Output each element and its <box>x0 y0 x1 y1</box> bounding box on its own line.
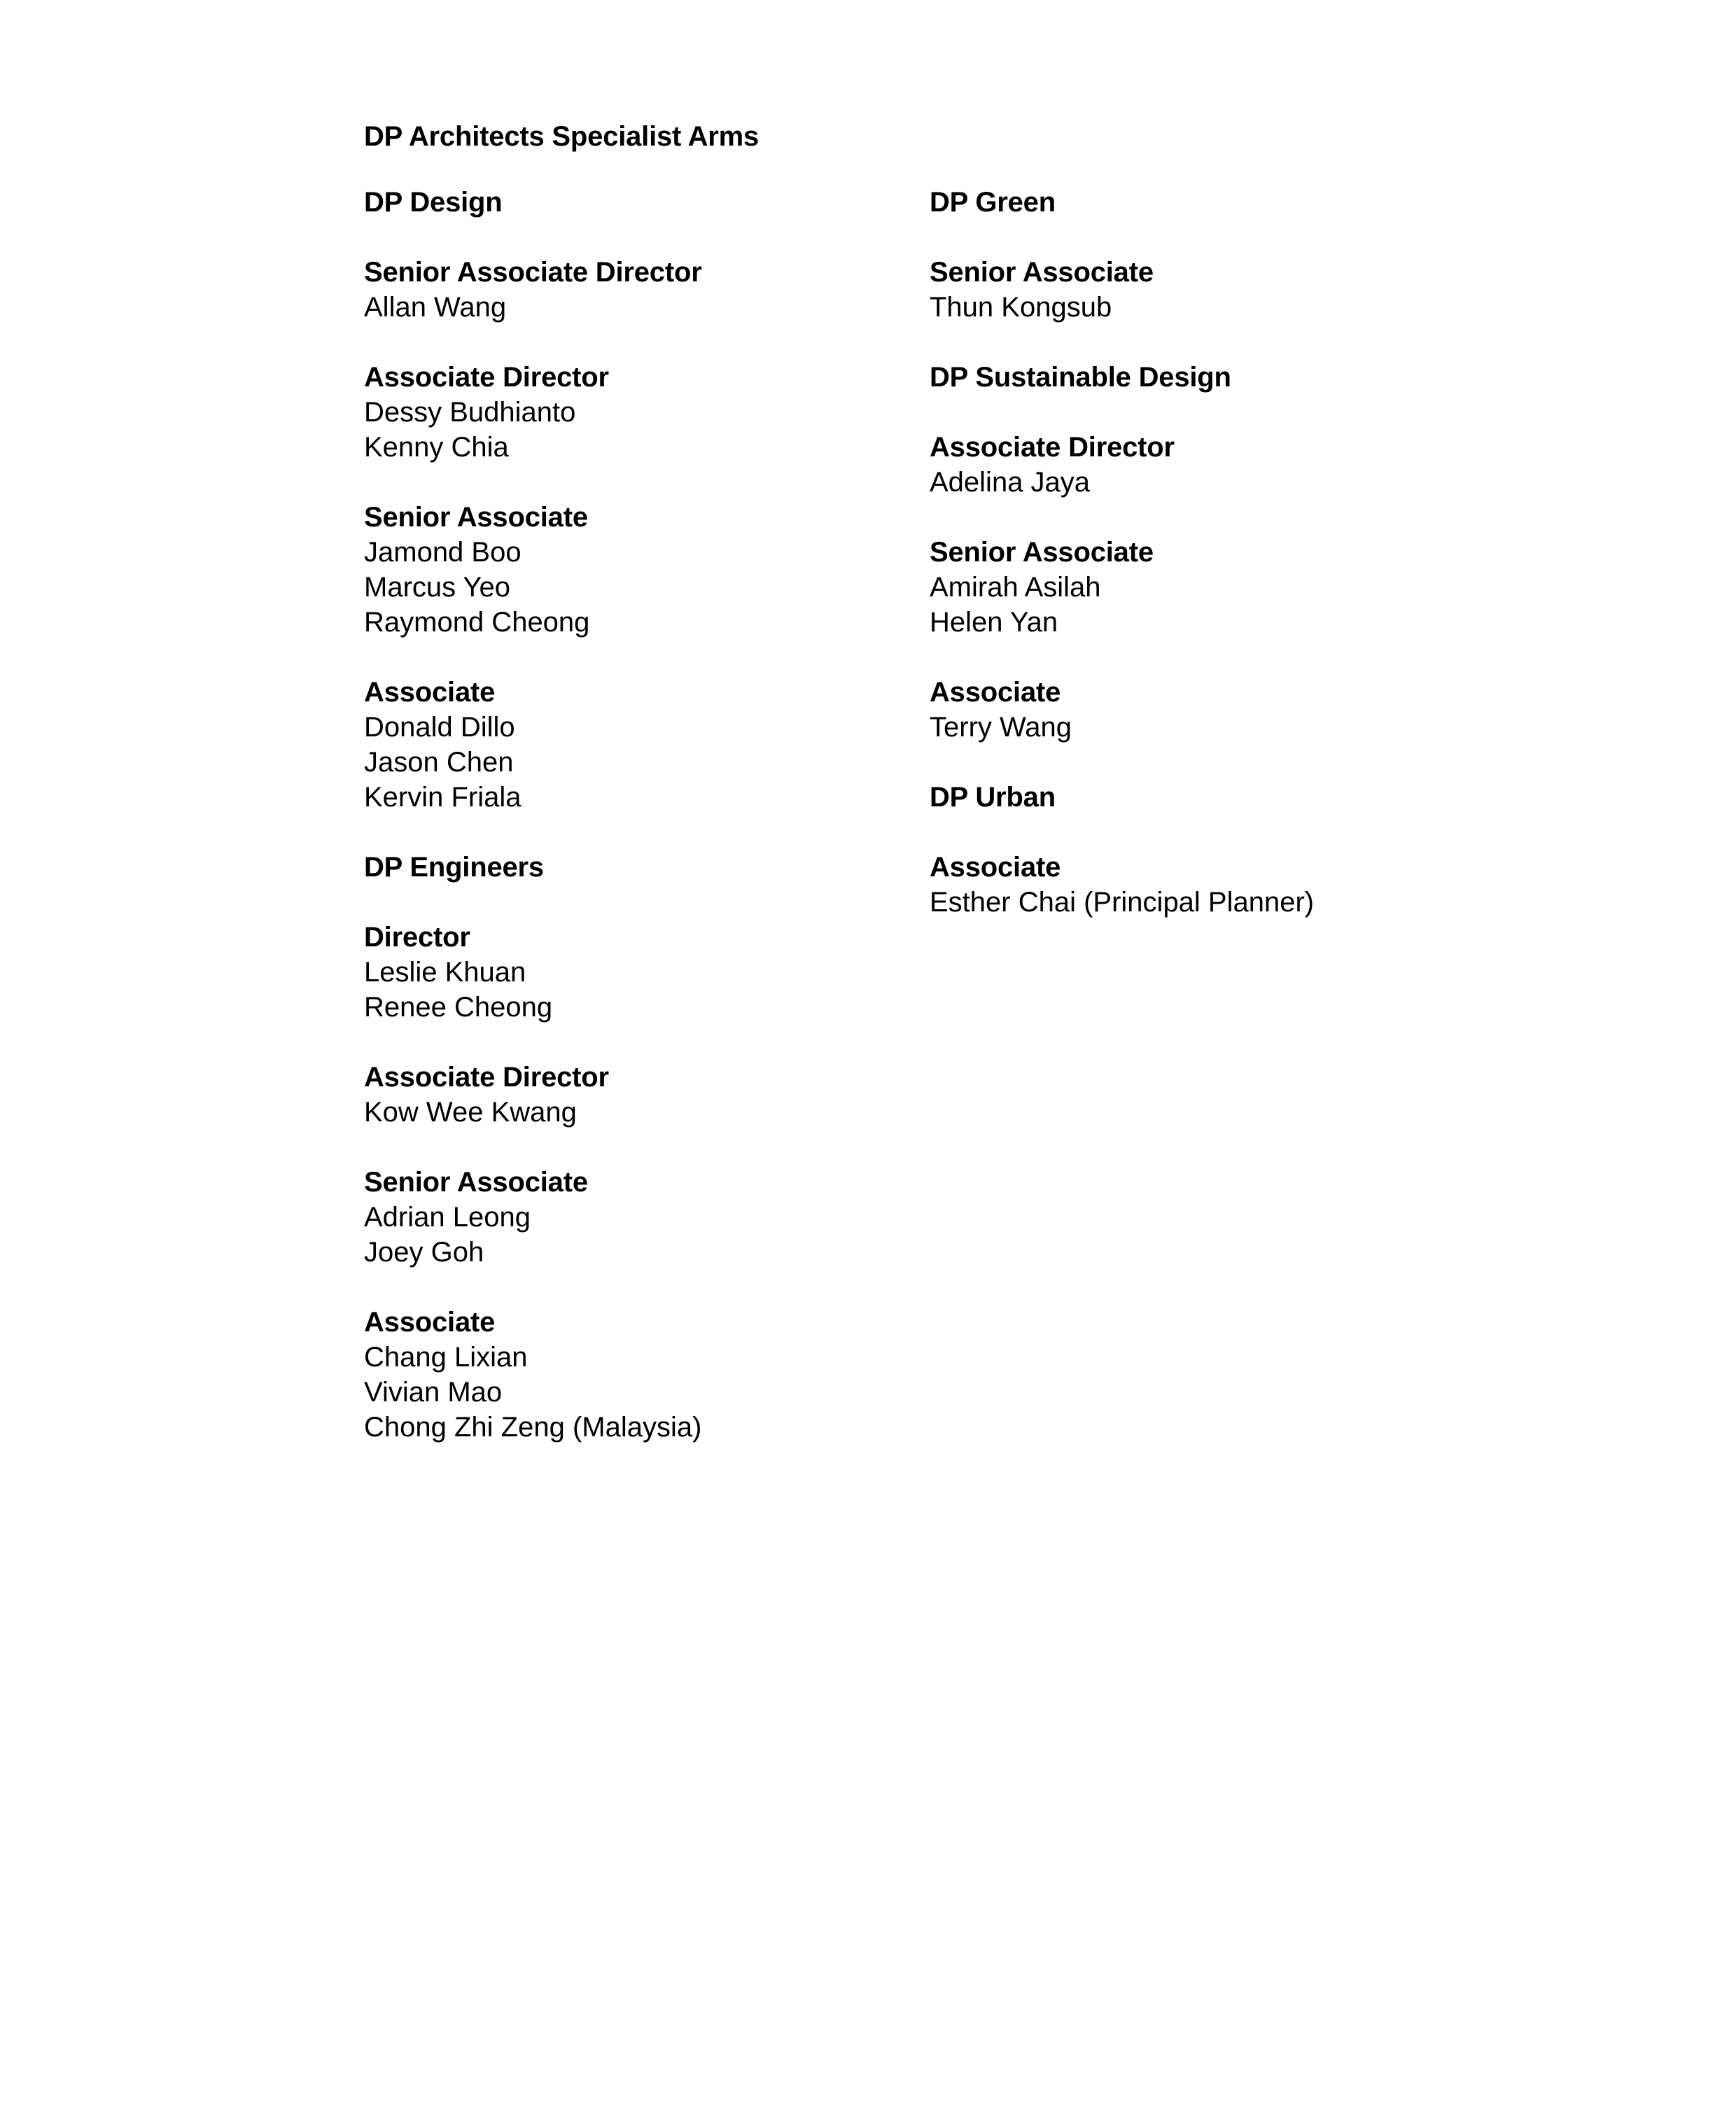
role-group <box>364 255 896 325</box>
role-group <box>930 430 1462 500</box>
arm-title: DP Engineers <box>364 852 544 883</box>
right-column <box>930 185 1462 955</box>
role-title: Associate <box>364 677 496 708</box>
role-title: Senior Associate <box>364 1167 588 1198</box>
arm-section-dp-design <box>364 185 896 815</box>
role-group <box>364 360 896 465</box>
arm-section-dp-green <box>930 185 1462 325</box>
arm-title: DP Urban <box>930 782 1056 813</box>
role-title: Associate Director <box>364 362 609 393</box>
person-name: Terry Wang <box>930 712 1072 743</box>
role-title: Senior Associate Director <box>364 257 702 288</box>
person-name: Renee Cheong <box>364 992 553 1023</box>
person-name: Allan Wang <box>364 292 507 323</box>
person-name: Kow Wee Kwang <box>364 1097 577 1128</box>
arm-section-dp-sustainable-design <box>930 360 1462 745</box>
person-name: Leslie Khuan <box>364 957 526 988</box>
role-group <box>930 535 1462 640</box>
person-name: Marcus Yeo <box>364 572 511 603</box>
left-column <box>364 185 896 1480</box>
role-group <box>364 500 896 640</box>
role-title: Senior Associate <box>930 257 1154 288</box>
arm-section-dp-engineers <box>364 850 896 1445</box>
person-name: Adrian Leong <box>364 1202 531 1233</box>
person-name: Esther Chai (Principal Planner) <box>930 887 1315 918</box>
role-group <box>364 1165 896 1270</box>
person-name: Kenny Chia <box>364 432 509 463</box>
arm-section-dp-urban <box>930 780 1462 920</box>
role-group <box>930 675 1462 745</box>
person-name: Raymond Cheong <box>364 607 590 638</box>
person-name: Dessy Budhianto <box>364 397 576 428</box>
person-name: Donald Dillo <box>364 712 515 743</box>
role-title: Associate <box>930 852 1061 883</box>
role-title: Associate <box>930 677 1061 708</box>
person-name: Vivian Mao <box>364 1377 503 1408</box>
role-group <box>364 1060 896 1130</box>
arm-title: DP Green <box>930 187 1056 218</box>
page-title: DP Architects Specialist Arms <box>364 121 760 152</box>
person-name: Adelina Jaya <box>930 467 1091 498</box>
role-title: Associate Director <box>930 432 1175 463</box>
role-title: Associate <box>364 1307 496 1338</box>
role-title: Director <box>364 922 470 953</box>
role-group <box>364 675 896 815</box>
person-name: Amirah Asilah <box>930 572 1101 603</box>
arm-title: DP Sustainable Design <box>930 362 1231 393</box>
role-title: Senior Associate <box>364 502 588 533</box>
person-name: Jamond Boo <box>364 537 522 568</box>
person-name: Chong Zhi Zeng (Malaysia) <box>364 1412 702 1443</box>
role-group <box>930 255 1462 325</box>
person-name: Thun Kongsub <box>930 292 1112 323</box>
role-group <box>364 1305 896 1445</box>
person-name: Joey Goh <box>364 1237 484 1268</box>
arm-title: DP Design <box>364 187 503 218</box>
person-name: Jason Chen <box>364 747 514 778</box>
person-name: Chang Lixian <box>364 1342 528 1373</box>
role-title: Associate Director <box>364 1062 609 1093</box>
role-title: Senior Associate <box>930 537 1154 568</box>
person-name: Kervin Friala <box>364 782 522 813</box>
role-group <box>930 850 1462 920</box>
person-name: Helen Yan <box>930 607 1058 638</box>
role-group <box>364 920 896 1025</box>
